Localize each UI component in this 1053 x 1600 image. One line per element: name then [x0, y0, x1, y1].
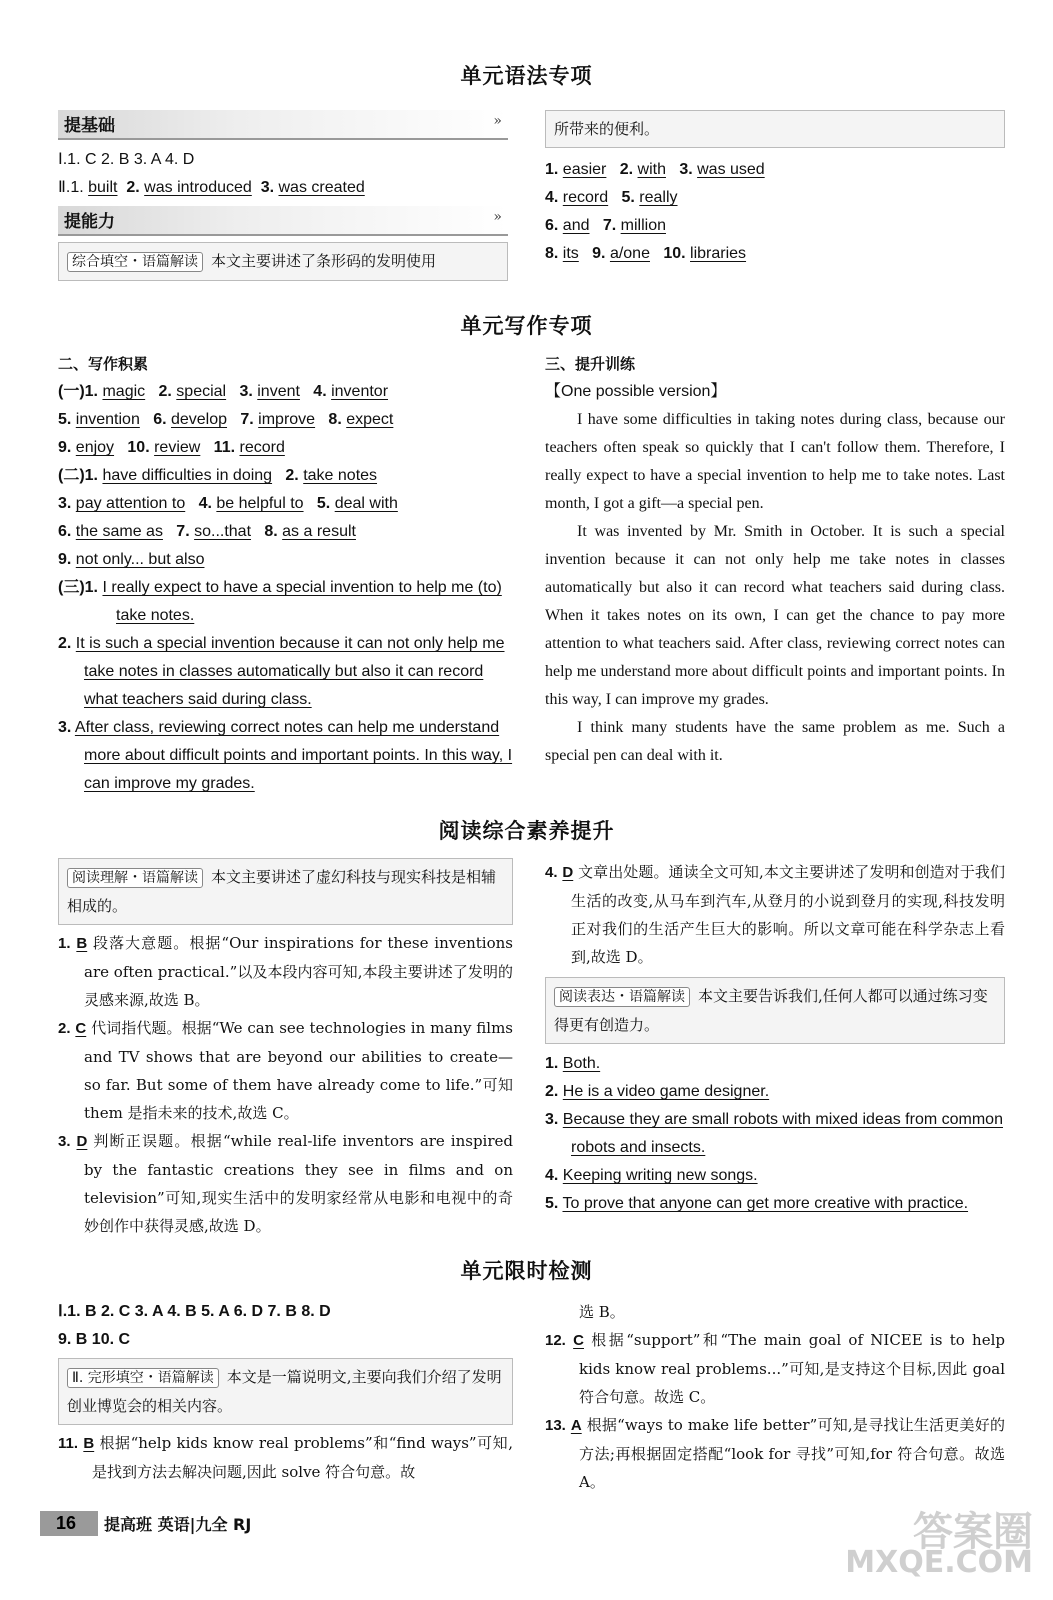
grammar-left-column [58, 110, 508, 281]
vocab-number: 5. [316, 495, 331, 512]
essay-paragraph-1: I have some difficulties in taking notes during class, because our teachers often speak so quickly that I can't follow them. Therefore, I really expect to have a special invention to help me to take notes. Last month, I got a gift—a special pen. [545, 411, 1005, 512]
answer-number: 3. [679, 161, 693, 178]
vocab-answer: pay attention to [75, 495, 186, 512]
vocab-answer: take notes [303, 467, 378, 484]
fill-in-answer-row [545, 156, 1005, 184]
fill-in-summary-box: 综合填空・语篇解读 本文主要讲述了条形码的发明使用 [58, 242, 508, 281]
reading-summary-box: 阅读理解・语篇解读 本文主要讲述了虚幻科技与现实科技是相辅相成的。 [58, 858, 513, 925]
vocab-answer: so...that [194, 523, 252, 540]
section-title-writing: 单元写作专项 [460, 314, 593, 338]
expression-text: Because they are small robots with mixed ideas from common robots and insects. [562, 1111, 1003, 1156]
expression-summary-tag: 阅读表达・语篇解读 [554, 987, 690, 1007]
writing-vocab-lines [58, 378, 513, 574]
expression-text: Both. [562, 1055, 601, 1072]
vocab-answer: review [154, 439, 201, 456]
answer-text: libraries [690, 245, 747, 262]
vocab-line [58, 490, 513, 518]
answer-text: a/one [609, 245, 650, 262]
expression-text: He is a video game designer. [562, 1083, 770, 1100]
expression-number: 1. [545, 1055, 559, 1072]
expression-text: To prove that anyone can get more creative with practice. [562, 1195, 969, 1212]
vocab-line [58, 406, 513, 434]
section-title-test: 单元限时检测 [460, 1259, 593, 1283]
summary-tag: 综合填空・语篇解读 [67, 252, 203, 272]
sentence-1: (三)1. I really expect to have a special invention to help me (to) take notes. [58, 579, 502, 624]
answer-text: really [639, 189, 678, 206]
vocab-answer: be helpful to [216, 495, 304, 512]
vocab-answer: the same as [75, 523, 163, 540]
vocab-number: 2. [285, 467, 299, 484]
vocab-answer: enjoy [75, 439, 115, 456]
vocab-number: 6. [58, 523, 72, 540]
vocab-answer: deal with [334, 495, 398, 512]
answer-text: with [637, 161, 666, 178]
vocab-answer: invent [257, 383, 300, 400]
vocab-answer: magic [102, 383, 146, 400]
essay-paragraph-3: I think many students have the same problem as me. Such a special pen can deal with it. [545, 719, 1005, 764]
section-title-reading: 阅读综合素养提升 [438, 819, 615, 843]
vocab-answer: inventor [331, 383, 389, 400]
vocab-answer: have difficulties in doing [102, 467, 273, 484]
vocab-line [58, 378, 513, 406]
cloze-summary-tag: Ⅱ. 完形填空・语篇解读 [67, 1368, 219, 1388]
fill-in-answers [545, 156, 1005, 268]
vocab-number: 11. [213, 439, 236, 456]
vocab-number: 9. [58, 439, 72, 456]
vocab-number: 7. [240, 411, 254, 428]
vocab-answer: special [176, 383, 227, 400]
writing-practice-heading: 三、提升训练 [545, 355, 636, 373]
reading-q3: 3. D 判断正误题。根据“while real-life inventors are inspired by the fantastic creations they see in films and on television”可知,现实生活中的发明家经常从电影和电视中的奇妙创作中获得灵感,故选 D。 [58, 1132, 513, 1235]
vocab-answer: expect [346, 411, 394, 428]
vocab-number: 6. [153, 411, 167, 428]
answer-text: easier [562, 161, 607, 178]
expression-answer [545, 1162, 1005, 1190]
reading-q4: 4. D 文章出处题。通读全文可知,本文主要讲述了发明和创造对于我们生活的改变,从马车到汽车,从登月的小说到登月的实现,科技发明正对我们的生活产生巨大的影响。所以文章可能在科学杂志上看到,故选 D。 [545, 863, 1005, 966]
vocab-line [58, 434, 513, 462]
answer-number: 5. [621, 189, 635, 206]
expression-answer [545, 1050, 1005, 1078]
sentence-3: 3. After class, reviewing correct notes can help me understand more about difficult points and important points. In this way, I can improve my grades. [58, 719, 513, 792]
vocab-number: 2. [158, 383, 172, 400]
vocab-number: 4. [198, 495, 212, 512]
fill-in-answer-row [545, 184, 1005, 212]
vocab-line [58, 518, 513, 546]
vocab-number: 4. [313, 383, 327, 400]
answer-text: million [620, 217, 666, 234]
writing-right-column [545, 350, 1005, 770]
vocab-answer: improve [258, 411, 316, 428]
watermark-url: MXQE.COM [845, 1545, 1033, 1580]
grammar-answers-line-1: Ⅰ.1. C 2. B 3. A 4. D [58, 151, 195, 168]
answer-number: 7. [602, 217, 617, 234]
expression-number: 4. [545, 1167, 559, 1184]
expression-answer [545, 1078, 1005, 1106]
sentence-2: 2. It is such a special invention because it can not only help me take notes in classes automatically but also it can record what teachers said during class. [58, 635, 505, 708]
fill-in-answer-row [545, 212, 1005, 240]
answer-number: 1. [545, 161, 559, 178]
test-q12: 12. C 根据“support”和“The main goal of NICEE is to help kids know real problems...”可知,是支持这个目标,因此 goal 符合句意。故选 C。 [545, 1331, 1005, 1406]
answer-text: its [562, 245, 579, 262]
test-answers-line-2: 9. B 10. C [58, 1331, 131, 1348]
reading-q1: 1. B 段落大意题。根据“Our inspirations for these inventions are often practical.”以及本段内容可知,本段主要讲述了发明的灵感来源,故选 B。 [58, 934, 513, 1009]
reading-right-column [545, 858, 1005, 1218]
vocab-number: 3. [239, 383, 253, 400]
vocab-number: 10. [127, 439, 150, 456]
expression-number: 3. [545, 1111, 559, 1128]
test-answers-line-1: Ⅰ.1. B 2. C 3. A 4. B 5. A 6. D 7. B 8. D [58, 1303, 331, 1320]
vocab-number: (二)1. [58, 467, 99, 484]
page-footer [40, 1510, 251, 1536]
expression-answers [545, 1050, 1005, 1218]
answer-number: 10. [663, 245, 686, 262]
basic-bar [58, 110, 508, 140]
section-title-grammar: 单元语法专项 [460, 64, 593, 88]
expression-summary-box: 阅读表达・语篇解读 本文主要告诉我们,任何人都可以通过练习变得更有创造力。 [545, 977, 1005, 1044]
vocab-answer: develop [170, 411, 228, 428]
vocab-number: 9. [58, 551, 72, 568]
grammar-right-column [545, 110, 1005, 268]
cloze-summary-box: Ⅱ. 完形填空・语篇解读 本文是一篇说明文,主要向我们介绍了发明创业博览会的相关内容。 [58, 1358, 513, 1425]
essay-paragraph-2: It was invented by Mr. Smith in October. It is such a special invention because it can not only help me take notes in classes automatically but also it can record what teachers said during class. When it takes notes on its own, I can get the chance to pay more attention to what teachers said. After class, reviewing correct notes can help me understand more about difficult points and important points. In this way, I can improve my grades. [545, 523, 1005, 708]
vocab-answer: invention [75, 411, 140, 428]
chevron-right-icon: » [493, 113, 502, 129]
expression-text: Keeping writing new songs. [562, 1167, 758, 1184]
grammar-answers-line-2: Ⅱ.1. built 2. was introduced 3. was created [58, 179, 365, 196]
answer-text: was used [697, 161, 765, 178]
basic-bar-label: 提基础 [64, 116, 115, 136]
expression-number: 5. [545, 1195, 559, 1212]
ability-bar [58, 206, 508, 236]
expression-answer [545, 1106, 1005, 1162]
reading-left-column [58, 858, 513, 1240]
writing-accumulation-heading: 二、写作积累 [58, 355, 149, 373]
vocab-answer: not only... but also [75, 551, 205, 568]
vocab-number: 8. [264, 523, 278, 540]
vocab-number: 8. [328, 411, 342, 428]
answer-number: 9. [592, 245, 606, 262]
writing-left-column [58, 350, 513, 798]
page-number: 16 [40, 1511, 98, 1536]
vocab-number: 5. [58, 411, 72, 428]
vocab-answer: as a result [282, 523, 356, 540]
fill-in-summary-cont: 所带来的便利。 [545, 110, 1005, 148]
answer-number: 6. [545, 217, 559, 234]
vocab-number: (一)1. [58, 383, 99, 400]
vocab-line [58, 462, 513, 490]
fill-in-answer-row [545, 240, 1005, 268]
expression-answer [545, 1190, 1005, 1218]
answer-number: 2. [619, 161, 634, 178]
book-title: 提高班 英语|九全 RJ [104, 1514, 252, 1534]
vocab-line [58, 546, 513, 574]
vocab-answer: record [239, 439, 285, 456]
test-q11-cont: 选 B。 [579, 1303, 625, 1321]
ability-bar-label: 提能力 [64, 212, 115, 232]
answer-number: 4. [545, 189, 559, 206]
answer-number: 8. [545, 245, 559, 262]
reading-q2: 2. C 代词指代题。根据“We can see technologies in many films and TV shows that are beyond our abilities to create—so far. But some of them have already come to life.”可知 them 是指未来的技术,故选 C。 [58, 1019, 513, 1122]
test-left-column [58, 1298, 513, 1486]
vocab-number: 7. [176, 523, 190, 540]
chevron-right-icon: » [493, 209, 502, 225]
test-right-column [545, 1298, 1005, 1496]
watermark-logo: 答案圈 [913, 1509, 1033, 1555]
answer-text: record [562, 189, 609, 206]
expression-number: 2. [545, 1083, 559, 1100]
reading-summary-tag: 阅读理解・语篇解读 [67, 868, 203, 888]
vocab-number: 3. [58, 495, 72, 512]
answer-text: and [562, 217, 590, 234]
version-label: 【One possible version】 [545, 383, 727, 400]
test-q11: 11. B 根据“help kids know real problems”和“find ways”可知,是找到方法去解决问题,因此 solve 符合句意。故 [58, 1434, 513, 1481]
test-q13: 13. A 根据“ways to make life better”可知,是寻找让生活更美好的方法;再根据固定搭配“look for 寻找”可知,for 符合句意。故选 A。 [545, 1416, 1005, 1491]
